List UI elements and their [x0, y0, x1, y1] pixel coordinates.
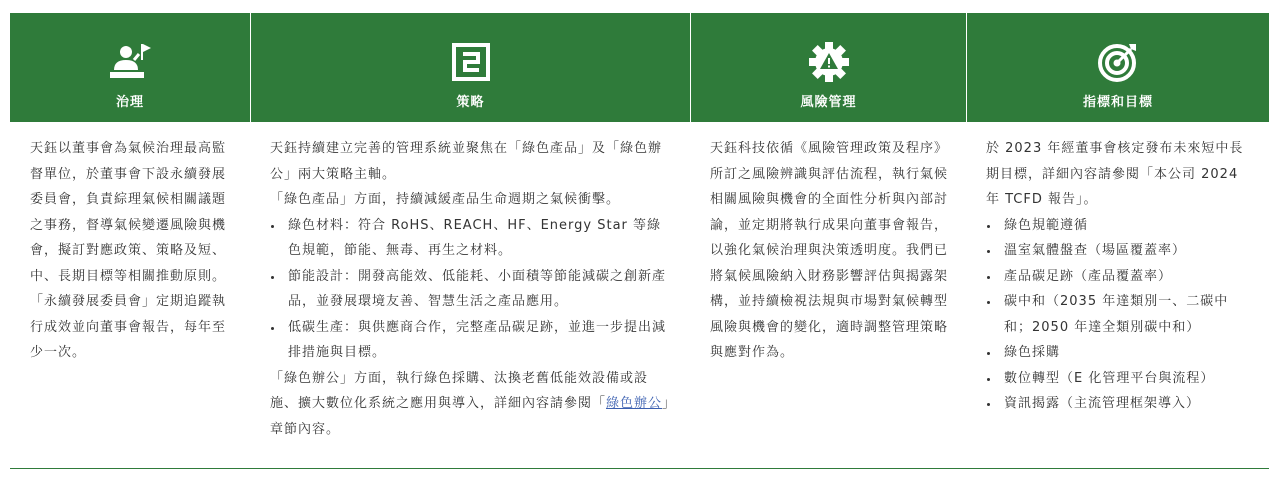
green-office-text-end: 」章節內容。 — [270, 396, 670, 437]
risk-management-body — [690, 122, 966, 442]
header-title: 指標和目標 — [1082, 95, 1153, 110]
header-governance — [10, 13, 250, 122]
governance-body — [10, 122, 250, 442]
strategy-board-icon — [448, 39, 494, 85]
governance-person-flag-icon — [107, 39, 153, 85]
strategy-body — [250, 122, 690, 442]
header-title: 治理 — [115, 95, 144, 110]
metrics-bullet-list — [986, 213, 1251, 417]
list-item: • 產品碳足跡（產品覆蓋率） — [1000, 264, 1251, 290]
header-title: 策略 — [456, 95, 485, 110]
metrics-targets-body — [966, 122, 1269, 442]
strategy-green-office — [270, 366, 672, 443]
risk-gear-warning-icon — [806, 39, 852, 85]
header-risk-management — [690, 13, 966, 122]
list-item: • 碳中和（2035 年達類別一、二碳中和；2050 年達全類別碳中和） — [1000, 289, 1251, 340]
list-item: • 節能設計：開發高能效、低能耗、小面積等節能減碳之創新產品，並發展環境友善、智慧生活之產品應用。 — [284, 264, 672, 315]
green-office-text: 「綠色辦公」方面，執行綠色採購、汰換老舊低能效設備或設施、擴大數位化系統之應用與導入，詳細內容請參閱「 — [270, 370, 649, 411]
risk-management-text: 天鈺科技依循《風險管理政策及程序》所訂之風險辨識與評估流程，執行氣候相關風險與機會的全面性分析與內部討論，並定期將執行成果向董事會報告，以強化氣候治理與決策透明度。我們已將氣候風險納入財務影響評估與揭露架構，並持續檢視法規與市場對氣候轉型風險與機會的變化，適時調整管理策略與應對作為。 — [710, 141, 949, 360]
list-item: • 數位轉型（E 化管理平台與流程） — [1000, 366, 1251, 392]
list-item: • 資訊揭露（主流管理框架導入） — [1000, 391, 1251, 417]
list-item: • 綠色材料：符合 RoHS、REACH、HF、Energy Star 等綠色規範，節能、無毒、再生之材料。 — [284, 213, 672, 264]
tcfd-framework-table — [10, 13, 1269, 442]
strategy-green-product: 「綠色產品」方面，持續減緩產品生命週期之氣候衝擊。 — [270, 192, 621, 207]
list-item: • 低碳生產：與供應商合作，完整產品碳足跡，並進一步提出減排措施與目標。 — [284, 315, 672, 366]
header-metrics-targets — [966, 13, 1269, 122]
green-office-link[interactable]: 綠色辦公 — [606, 396, 663, 411]
list-item: • 綠色採購 — [1000, 340, 1251, 366]
governance-text: 天鈺以董事會為氣候治理最高監督單位，於董事會下設永續發展委員會，負責綜理氣候相關議題之事務，督導氣候變遷風險與機會，擬訂對應政策、策略及短、中、長期目標等相關推動原則。「永續發展委員會」定期追蹤執行成效並向董事會報告，每年至少一次。 — [30, 141, 227, 360]
header-strategy — [250, 13, 690, 122]
strategy-intro: 天鈺持續建立完善的管理系統並聚焦在「綠色產品」及「綠色辦公」兩大策略主軸。 — [270, 141, 663, 182]
bottom-divider — [10, 468, 1269, 469]
metrics-intro: 於 2023 年經董事會核定發布未來短中長期目標，詳細內容請參閱「本公司 2024 年 TCFD 報告」。 — [986, 141, 1244, 207]
strategy-bullet-list — [270, 213, 672, 366]
header-title: 風險管理 — [800, 95, 857, 110]
list-item: • 溫室氣體盤查（場區覆蓋率） — [1000, 238, 1251, 264]
target-arrow-icon — [1095, 39, 1141, 85]
list-item: • 綠色規範遵循 — [1000, 213, 1251, 239]
